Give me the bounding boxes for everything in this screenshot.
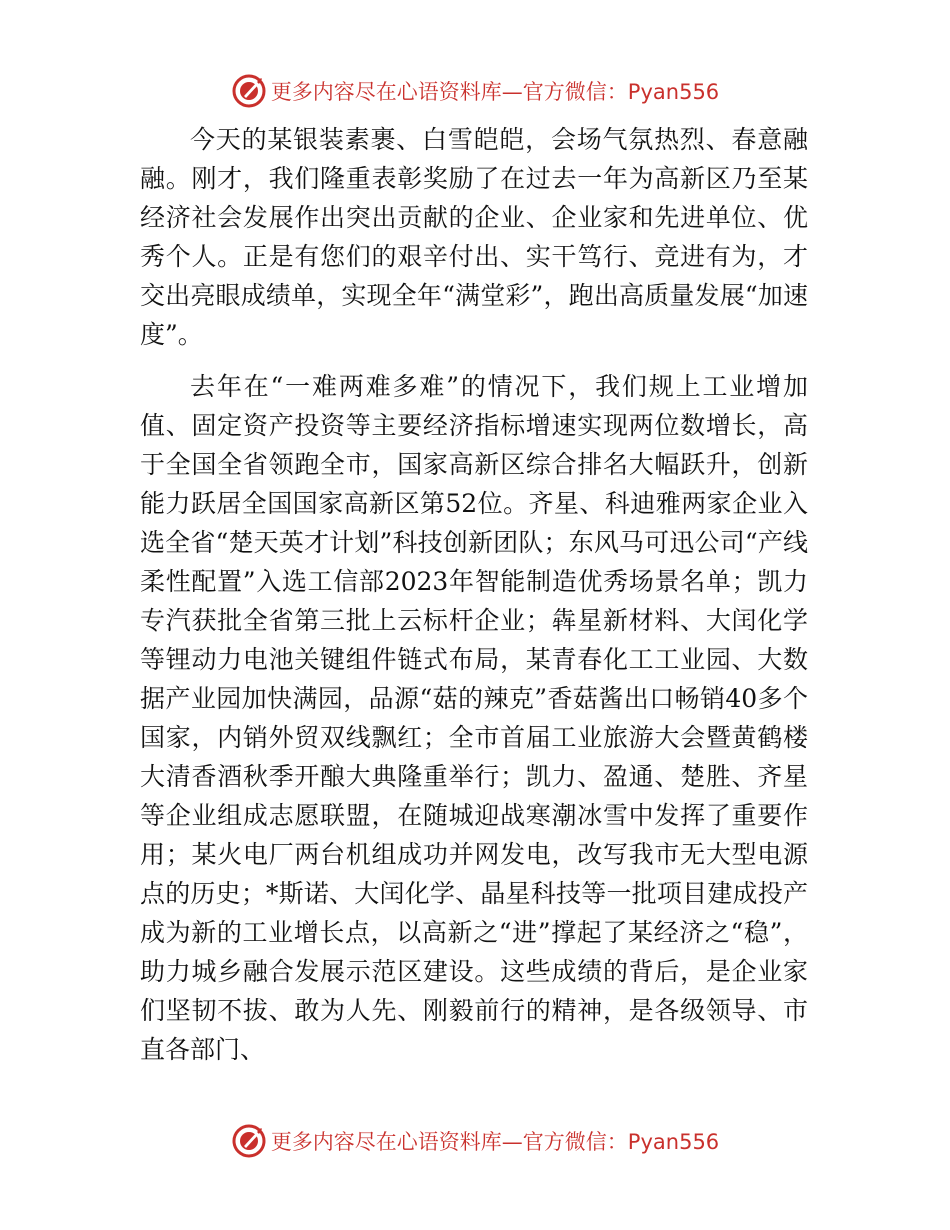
logo-icon xyxy=(231,73,267,109)
paragraph-1: 今天的某银装素裹、白雪皑皑，会场气氛热烈、春意融融。刚才，我们隆重表彰奖励了在过去一年为高新区乃至某经济社会发展作出突出贡献的企业、企业家和先进单位、优秀个人。正是有您们的艰辛付出、实干笃行、竞进有为，才交出亮眼成绩单，实现全年“满堂彩”，跑出高质量发展“加速度”。 xyxy=(140,125,808,349)
header-watermark-text: 更多内容尽在心语资料库—官方微信：Pyan556 xyxy=(270,80,720,104)
footer-watermark-text: 更多内容尽在心语资料库—官方微信：Pyan556 xyxy=(270,1130,720,1154)
document-body xyxy=(140,120,808,1082)
header-watermark-banner xyxy=(0,71,950,111)
footer-watermark-banner xyxy=(0,1121,950,1161)
logo-icon xyxy=(231,1123,267,1159)
paragraph-2: 去年在“一难两难多难”的情况下，我们规上工业增加值、固定资产投资等主要经济指标增速实现两位数增长，高于全国全省领跑全市，国家高新区综合排名大幅跃升，创新能力跃居全国国家高新区第52位。齐星、科迪雅两家企业入选全省“楚天英才计划”科技创新团队；东风马可迅公司“产线柔性配置”入选工信部2023年智能制造优秀场景名单；凯力专汽获批全省第三批上云标杆企业；犇星新材料、大闰化学等锂动力电池关键组件链式布局，某青春化工工业园、大数据产业园加快满园，品源“菇的辣克”香菇酱出口畅销40多个国家，内销外贸双线飘红；全市首届工业旅游大会暨黄鹤楼大清香酒秋季开酿大典隆重举行；凯力、盈通、楚胜、齐星等企业组成志愿联盟，在随城迎战寒潮冰雪中发挥了重要作用；某火电厂两台机组成功并网发电，改写我市无大型电源点的历史；*斯诺、大闰化学、晶星科技等一批项目建成投产成为新的工业增长点，以高新之“进”撑起了某经济之“稳”，助力城乡融合发展示范区建设。这些成绩的背后，是企业家们坚韧不拔、敢为人先、刚毅前行的精神，是各级领导、市直各部门、 xyxy=(140,372,808,1064)
